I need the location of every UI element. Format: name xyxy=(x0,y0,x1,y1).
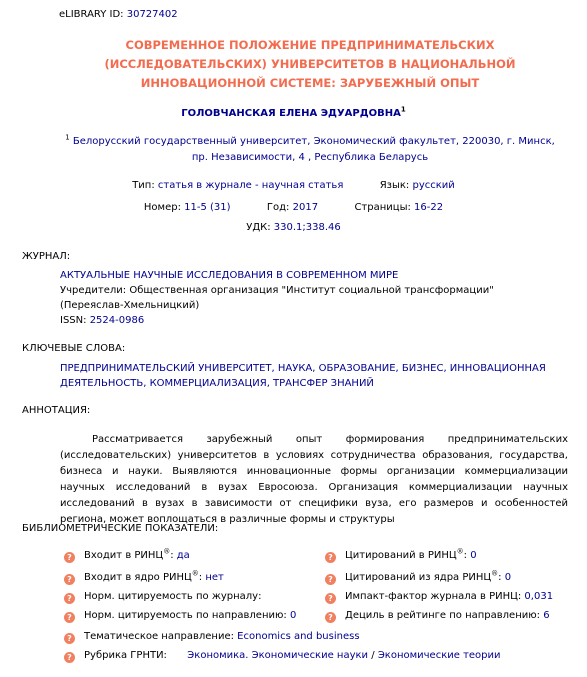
help-icon[interactable]: ? xyxy=(64,574,75,585)
journal-issn xyxy=(60,313,560,328)
elibrary-id xyxy=(59,9,178,20)
metric-decile xyxy=(345,610,550,621)
pages-value: 16-22 xyxy=(414,202,444,213)
metric-label: Дециль в рейтинге по направлению: xyxy=(345,610,541,621)
metric-thematic xyxy=(84,631,360,642)
journal-founders xyxy=(60,283,560,313)
affiliation-text: Белорусский государственный университет, Экономический факультет, 220030, г. Минск, пр. Независимости, 4 , Республика Беларусь xyxy=(72,136,555,163)
help-icon[interactable]: ? xyxy=(64,633,75,644)
reg-mark: ® xyxy=(191,569,199,578)
affiliation-sup: 1 xyxy=(65,133,70,142)
pages-label: Страницы: xyxy=(354,202,411,213)
number-label: Номер: xyxy=(143,202,181,213)
type-value: статья в журнале - научная статья xyxy=(157,180,344,191)
metric-value: 6 xyxy=(543,610,550,621)
metric-label: Входит в ядро РИНЦ xyxy=(84,572,192,583)
issn-label: ISSN: xyxy=(60,315,87,326)
metric-label: Цитирований из ядра РИНЦ xyxy=(345,572,492,583)
help-icon[interactable]: ? xyxy=(325,612,336,623)
biblio-heading: БИБЛИОМЕТРИЧЕСКИЕ ПОКАЗАТЕЛИ: xyxy=(22,523,219,534)
metric-norm-direction xyxy=(84,610,296,621)
lang-value: русский xyxy=(412,180,455,191)
year-label: Год: xyxy=(266,202,290,213)
metric-value: 0 xyxy=(289,610,297,621)
metric-value: нет xyxy=(205,572,224,583)
founders-label: Учредители: xyxy=(60,285,127,296)
keywords-heading: КЛЮЧЕВЫЕ СЛОВА: xyxy=(22,343,126,354)
year-value: 2017 xyxy=(292,202,319,213)
udk-label: УДК: xyxy=(246,222,271,233)
metric-impact-factor xyxy=(345,591,553,602)
metric-value: 0,031 xyxy=(524,591,554,602)
help-icon[interactable]: ? xyxy=(64,593,75,604)
metric-grnti xyxy=(84,650,501,661)
metric-value: да xyxy=(176,550,190,561)
help-icon[interactable]: ? xyxy=(325,593,336,604)
metric-citations xyxy=(345,547,477,561)
metric-rinc-core xyxy=(84,569,224,583)
thematic-label: Тематическое направление: xyxy=(84,631,234,642)
lang-label: Язык: xyxy=(379,180,410,191)
keywords-links[interactable]: ПРЕДПРИНИМАТЕЛЬСКИЙ УНИВЕРСИТЕТ, НАУКА, ОБРАЗОВАНИЕ, БИЗНЕС, ИННОВАЦИОННАЯ ДЕЯТЕЛЬНОСТЬ, КОММЕРЦИАЛИЗАЦИЯ, ТРАНСФЕР ЗНАНИЙ xyxy=(60,363,546,389)
metric-label: Цитирований в РИНЦ xyxy=(345,550,457,561)
grnti-link-economics[interactable]: Экономика. Экономические науки xyxy=(187,650,369,661)
meta-type-lang xyxy=(0,180,587,191)
journal-name-link[interactable]: АКТУАЛЬНЫЕ НАУЧНЫЕ ИССЛЕДОВАНИЯ В СОВРЕМЕННОМ МИРЕ xyxy=(60,270,399,281)
author-sup: 1 xyxy=(400,105,406,114)
founders-value: Общественная организация "Институт социальной трансформации" (Переяслав-Хмельницкий) xyxy=(60,285,494,311)
annotation-text: Рассматривается зарубежный опыт формирования предпринимательских (исследовательских) университетов в условиях сотрудничества образования, государства, бизнеса и науки. Выявляются инновационные формы организации коммерциализации научных исследований в вузах Евросоюза. Организация коммерциализации научных исследований в вузах в зависимости от специфики вуза, его размеров и особенностей региона, может воплощаться в различные формы и структуры xyxy=(60,434,568,525)
help-icon[interactable]: ? xyxy=(64,612,75,623)
metric-label: Импакт-фактор журнала в РИНЦ: xyxy=(345,591,522,602)
help-icon[interactable]: ? xyxy=(64,552,75,563)
author xyxy=(0,105,587,119)
thematic-link[interactable]: Economics and business xyxy=(237,631,360,642)
article-title: СОВРЕМЕННОЕ ПОЛОЖЕНИЕ ПРЕДПРИНИМАТЕЛЬСКИХ (ИССЛЕДОВАТЕЛЬСКИХ) УНИВЕРСИТЕТОВ В НАЦИОНАЛЬНОЙ ИННОВАЦИОННОЙ СИСТЕМЕ: ЗАРУБЕЖНЫЙ ОПЫТ xyxy=(104,38,516,90)
metric-label: Входит в РИНЦ xyxy=(84,550,164,561)
metric-colon: : xyxy=(170,550,174,561)
type-label: Тип: xyxy=(132,180,155,191)
meta-udk xyxy=(0,222,587,233)
metric-colon: : xyxy=(463,550,468,561)
affiliation xyxy=(60,134,560,166)
grnti-separator: / xyxy=(371,650,375,661)
help-icon[interactable]: ? xyxy=(325,574,336,585)
grnti-link-theory[interactable]: Экономические теории xyxy=(377,650,501,661)
issn-value: 2524-0986 xyxy=(89,315,145,326)
meta-number-year-pages xyxy=(0,202,587,213)
metric-colon: : xyxy=(198,572,203,583)
grnti-label: Рубрика ГРНТИ: xyxy=(84,650,167,661)
elibrary-id-value: 30727402 xyxy=(126,9,178,20)
metric-value[interactable]: 0 xyxy=(504,572,512,583)
reg-mark: ® xyxy=(163,547,171,556)
metric-norm-journal xyxy=(84,591,261,602)
journal-block xyxy=(60,268,560,328)
metric-citations-core xyxy=(345,569,512,583)
metric-rinc xyxy=(84,547,190,561)
reg-mark: ® xyxy=(456,547,464,556)
metric-value[interactable]: 0 xyxy=(470,550,477,561)
reg-mark: ® xyxy=(491,569,499,578)
metric-label: Норм. цитируемость по журналу: xyxy=(84,591,262,602)
number-link[interactable]: 11-5 (31) xyxy=(184,202,231,213)
author-name-link[interactable]: ГОЛОВЧАНСКАЯ ЕЛЕНА ЭДУАРДОВНА xyxy=(181,108,401,119)
metric-colon: : xyxy=(498,572,502,583)
help-icon[interactable]: ? xyxy=(325,552,336,563)
annotation-heading: АННОТАЦИЯ: xyxy=(22,405,91,416)
journal-heading: ЖУРНАЛ: xyxy=(22,251,71,262)
help-icon[interactable]: ? xyxy=(64,652,75,663)
udk-value: 330.1;338.46 xyxy=(273,222,341,233)
elibrary-id-label: eLIBRARY ID: xyxy=(59,9,124,20)
metric-label: Норм. цитируемость по направлению: xyxy=(84,610,287,621)
